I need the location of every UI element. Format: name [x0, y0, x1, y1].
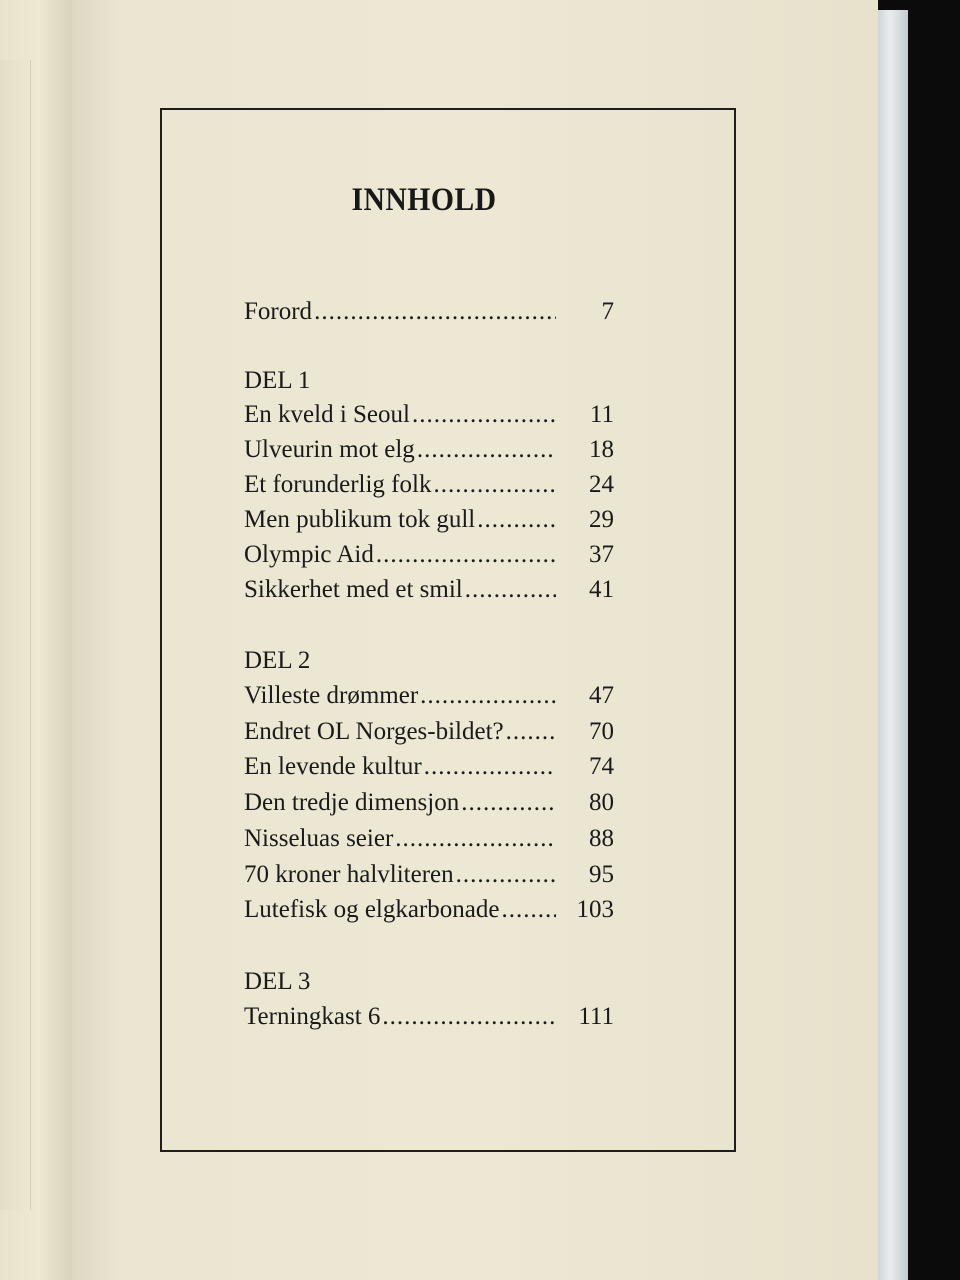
entry-page: 74	[589, 753, 614, 780]
toc-entry	[244, 825, 614, 859]
toc-entry	[244, 576, 614, 610]
dot-leader	[501, 896, 556, 924]
entry-page: 95	[589, 861, 614, 888]
entry-page: 103	[576, 896, 614, 923]
entry-page: 88	[589, 825, 614, 852]
entry-page: 18	[589, 436, 614, 463]
entry-page: 80	[589, 789, 614, 816]
entry-title: En levende kultur	[244, 753, 422, 780]
dot-leader	[417, 436, 556, 464]
entry-title: Sikkerhet med et smil	[244, 576, 463, 603]
page-stack-edge	[878, 10, 908, 1280]
dot-leader	[424, 753, 556, 781]
dot-leader	[412, 401, 556, 429]
entry-title: Et forunderlig folk	[244, 471, 432, 498]
toc-entry	[244, 789, 614, 823]
toc-entry	[244, 682, 614, 716]
toc-entry	[244, 436, 614, 470]
dot-leader	[382, 1003, 556, 1031]
entry-page: 29	[589, 506, 614, 533]
toc-entry	[244, 541, 614, 575]
section-label-del-2: DEL 2	[244, 647, 311, 674]
entry-title: Lutefisk og elgkarbonade	[244, 896, 500, 923]
toc-entry	[244, 471, 614, 505]
entry-page: 47	[589, 682, 614, 709]
entry-title: Olympic Aid	[244, 541, 374, 568]
entry-page: 70	[589, 718, 614, 745]
entry-title: Villeste drømmer	[244, 682, 419, 709]
dot-leader	[376, 541, 556, 569]
dot-leader	[456, 861, 556, 889]
left-page	[0, 0, 72, 1280]
dot-leader	[461, 789, 556, 817]
dot-leader	[314, 298, 556, 326]
toc-entry	[244, 506, 614, 540]
entry-title: Ulveurin mot elg	[244, 436, 415, 463]
toc-entry	[244, 861, 614, 895]
entry-title: Nisseluas seier	[244, 825, 394, 852]
entry-page: 24	[589, 471, 614, 498]
toc-title: INNHOLD	[351, 182, 497, 218]
entry-title: En kveld i Seoul	[244, 401, 410, 428]
entry-page: 111	[578, 1003, 614, 1030]
dot-leader	[420, 682, 556, 710]
entry-page: 11	[589, 401, 614, 428]
toc-entry	[244, 896, 614, 930]
toc-frame	[160, 108, 736, 1152]
toc-entry	[244, 753, 614, 787]
entry-title: Den tredje dimensjon	[244, 789, 460, 816]
toc-entry	[244, 401, 614, 435]
toc-entry	[244, 718, 614, 752]
entry-page: 7	[601, 298, 614, 325]
entry-title: Forord	[244, 298, 313, 325]
dot-leader	[465, 576, 556, 604]
dot-leader	[433, 471, 556, 499]
entry-title: 70 kroner halvliteren	[244, 861, 454, 888]
section-label-del-3: DEL 3	[244, 968, 311, 995]
entry-title: Men publikum tok gull	[244, 506, 476, 533]
entry-page: 41	[589, 576, 614, 603]
dot-leader	[506, 718, 556, 746]
entry-title: Terningkast 6	[244, 1003, 381, 1030]
dot-leader	[477, 506, 556, 534]
entry-page: 37	[589, 541, 614, 568]
entry-title: Endret OL Norges-bildet?	[244, 718, 504, 745]
toc-entry	[244, 1003, 614, 1037]
section-label-del-1: DEL 1	[244, 367, 311, 394]
toc-entry-foreword	[244, 298, 614, 332]
left-page-inner-edge	[0, 60, 31, 1210]
dot-leader	[395, 825, 556, 853]
